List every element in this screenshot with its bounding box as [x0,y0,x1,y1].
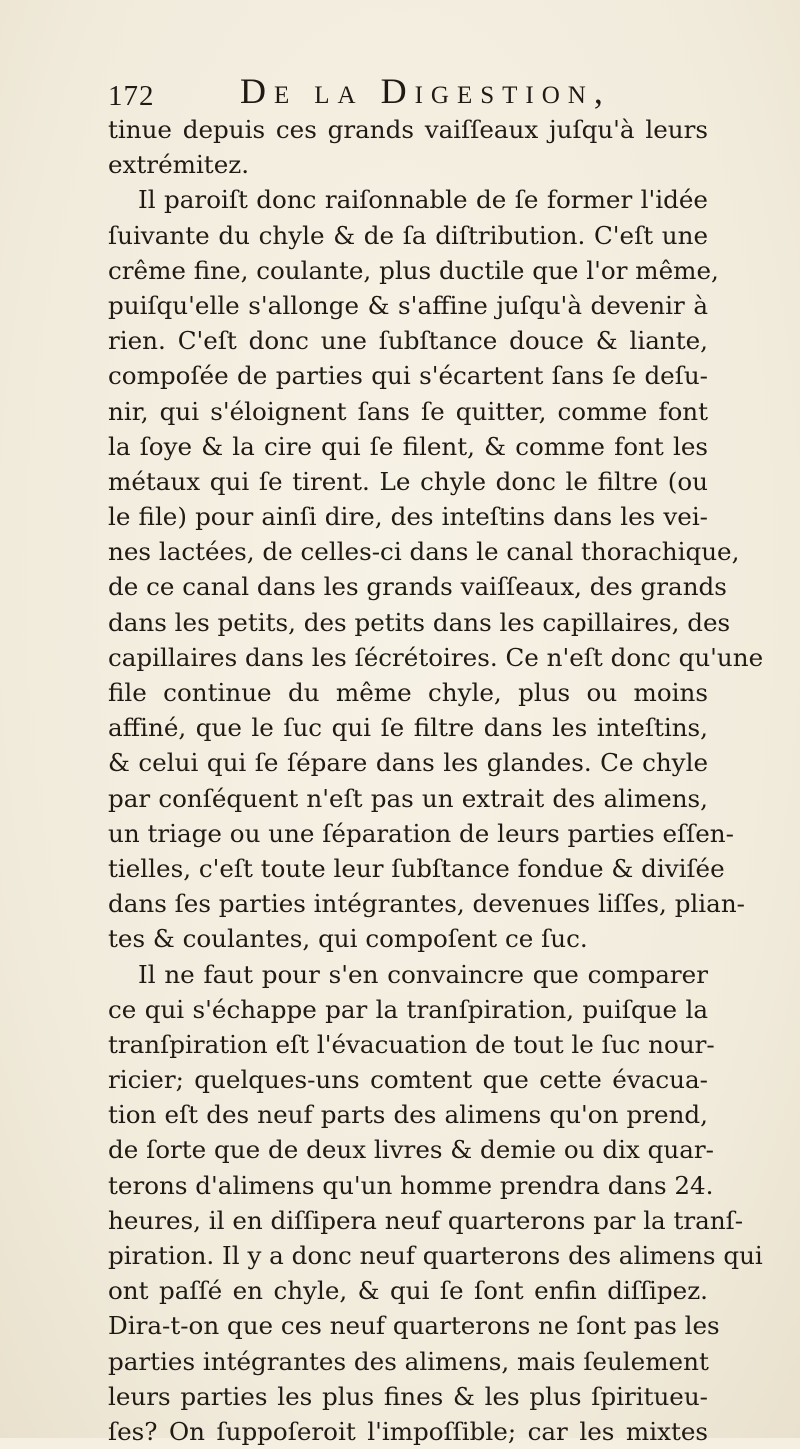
text-line: piration. Il y a donc neuf quarterons des alimens qui [108,1241,763,1270]
text-line: file continue du même chyle, plus ou moins [108,678,708,707]
text-line: ce qui s'échappe par la tranſpiration, puiſque la [108,994,708,1024]
text-line: ont paſſé en chyle, & qui ſe ſont enfin diſſipez. [108,1276,708,1306]
running-title: De la Digestion, [240,71,611,111]
text-line: un triage ou une ſéparation de leurs parties eſſen- [108,818,734,848]
text-line: Dira-t-on que ces neuf quarterons ne ſont pas les [108,1311,720,1341]
text-line: parties intégrantes des alimens, mais ſeulement [108,1346,709,1376]
text-line: Il ne faut pour s'en convaincre que comparer [138,959,708,989]
text-line: rien. C'eſt donc une ſubſtance douce & liante, [108,326,708,356]
text-line: & celui qui ſe ſépare dans les glandes. Ce chyle [108,748,708,778]
text-line: tes & coulantes, qui compoſent ce ſuc. [108,924,588,954]
text-line: ſuivante du chyle & de ſa diſtribution. C'eſt une [108,220,708,250]
text-line: dans ſes parties intégrantes, devenues liſſes, plian- [108,889,745,919]
text-line: terons d'alimens qu'un homme prendra dans 24. [108,1170,714,1200]
text-line: de ſorte que de deux livres & demie ou dix quar- [108,1135,714,1165]
text-line: tinue depuis ces grands vaiſſeaux juſqu'à leurs [108,115,708,144]
text-line: tranſpiration eſt l'évacuation de tout le ſuc nour- [108,1029,715,1059]
text-line: par conſéquent n'eſt pas un extrait des alimens, [108,783,708,813]
text-line: crême fine, coulante, plus ductile que l'or même, [108,255,719,285]
text-line: Il paroiſt donc raiſonnable de ſe former l'idée [138,185,708,215]
text-line: nir, qui s'éloignent ſans ſe quitter, comme font [108,396,708,426]
text-line: leurs parties les plus fines & les plus ſpiritueu- [108,1381,708,1411]
text-line: métaux qui ſe tirent. Le chyle donc le filtre (ou [108,466,708,496]
text-line: extrémitez. [108,150,250,180]
text-line: le file) pour ainſi dire, des inteſtins dans les vei- [108,502,708,532]
text-line: puiſqu'elle s'allonge & s'affine juſqu'à devenir à [108,290,708,320]
text-line: heures, il en diſſipera neuf quarterons par la tranſ- [108,1205,744,1235]
page-number: 172 [108,80,155,112]
text-line: dans les petits, des petits dans les capillaires, des [108,607,731,637]
text-line: compoſée de parties qui s'écartent ſans ſe deſu- [108,361,708,391]
text-line: tielles, c'eſt toute leur ſubſtance fondue & diviſée [108,853,725,883]
text-line: capillaires dans les ſécrétoires. Ce n'eſt donc qu'une [108,642,764,672]
body-text [108,112,764,1449]
text-line: tion eſt des neuf parts des alimens qu'on prend, [108,1100,708,1130]
text-line: nes lactées, de celles-ci dans le canal thorachique, [108,537,740,567]
page-header [108,70,688,116]
text-line: de ce canal dans les grands vaiſſeaux, des grands [108,572,727,602]
text-line: affiné, que le ſuc qui ſe filtre dans les inteſtins, [108,713,708,743]
text-line: la ſoye & la cire qui ſe filent, & comme font les [108,431,708,461]
text-line: ricier; quelques-uns comtent que cette évacua- [108,1065,708,1095]
text-line: ſes? On ſuppoſeroit l'impoſſible; car les mixtes [108,1416,708,1446]
